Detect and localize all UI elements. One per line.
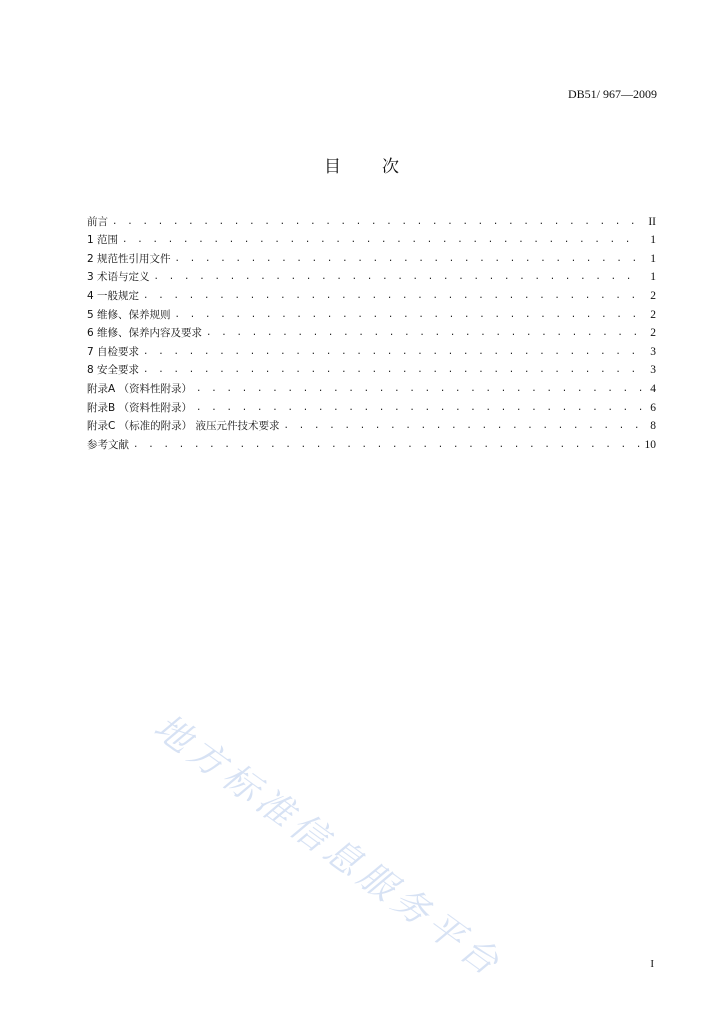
toc-leader-dots xyxy=(154,271,642,284)
toc-item-label: 附录C （标准的附录） 液压元件技术要求 xyxy=(87,420,280,433)
toc-leader-dots xyxy=(284,420,642,433)
toc-item-label: 6 维修、保养内容及要求 xyxy=(87,327,203,340)
page-number: I xyxy=(650,958,654,970)
toc-item-label: 3 术语与定义 xyxy=(87,271,150,284)
toc-item-label: 前言 xyxy=(87,215,108,228)
toc-item-safety[interactable] xyxy=(87,359,656,378)
toc-item-label: 7 自检要求 xyxy=(87,345,140,358)
toc-leader-dots xyxy=(122,234,642,247)
toc-item-normative-references[interactable] xyxy=(87,247,656,266)
toc-item-general-rules[interactable] xyxy=(87,284,656,303)
toc-title-right: 次 xyxy=(382,157,400,177)
toc-leader-dots xyxy=(175,309,642,322)
toc-item-terms[interactable] xyxy=(87,266,656,285)
toc-item-page: 6 xyxy=(650,401,656,414)
toc-leader-dots xyxy=(175,253,642,266)
toc-leader-dots xyxy=(206,327,642,340)
toc-item-maintenance-rules[interactable] xyxy=(87,303,656,322)
watermark: 地方标准信息服务平台 xyxy=(146,706,511,987)
toc-leader-dots xyxy=(143,364,642,377)
toc-item-label: 参考文献 xyxy=(87,438,129,451)
toc-item-page: II xyxy=(648,215,656,228)
toc-item-page: 2 xyxy=(650,308,656,321)
toc-item-page: 8 xyxy=(650,420,656,433)
toc-item-page: 2 xyxy=(650,327,656,340)
toc-item-label: 附录A （资料性附录） xyxy=(87,382,193,395)
toc-item-page: 1 xyxy=(650,271,656,284)
toc-item-self-inspection[interactable] xyxy=(87,340,656,359)
toc-item-label: 2 规范性引用文件 xyxy=(87,252,171,265)
toc-item-page: 3 xyxy=(650,364,656,377)
table-of-contents xyxy=(87,210,656,452)
toc-item-label: 附录B （资料性附录） xyxy=(87,401,193,414)
toc-item-label: 8 安全要求 xyxy=(87,364,140,377)
toc-item-appendix-c[interactable] xyxy=(87,415,656,434)
toc-item-appendix-a[interactable] xyxy=(87,377,656,396)
toc-title xyxy=(0,152,724,177)
toc-leader-dots xyxy=(133,439,641,452)
toc-item-maintenance-content[interactable] xyxy=(87,322,656,341)
toc-item-page: 1 xyxy=(650,234,656,247)
document-code: DB51/ 967—2009 xyxy=(567,87,657,101)
toc-item-foreword[interactable] xyxy=(87,210,656,229)
toc-leader-dots xyxy=(196,383,642,396)
toc-item-label: 1 范围 xyxy=(87,234,119,247)
toc-item-page: 2 xyxy=(650,289,656,302)
toc-item-scope[interactable] xyxy=(87,229,656,248)
toc-title-left: 目 xyxy=(324,157,342,177)
toc-item-page: 3 xyxy=(650,345,656,358)
toc-leader-dots xyxy=(112,216,642,229)
toc-item-page: 4 xyxy=(650,382,656,395)
toc-item-label: 4 一般规定 xyxy=(87,289,140,302)
toc-item-appendix-b[interactable] xyxy=(87,396,656,415)
toc-item-references[interactable] xyxy=(87,433,656,452)
toc-leader-dots xyxy=(143,346,642,359)
toc-leader-dots xyxy=(143,290,642,303)
toc-item-label: 5 维修、保养规则 xyxy=(87,308,171,321)
toc-item-page: 1 xyxy=(650,252,656,265)
toc-item-page: 10 xyxy=(644,438,656,451)
toc-leader-dots xyxy=(196,402,642,415)
